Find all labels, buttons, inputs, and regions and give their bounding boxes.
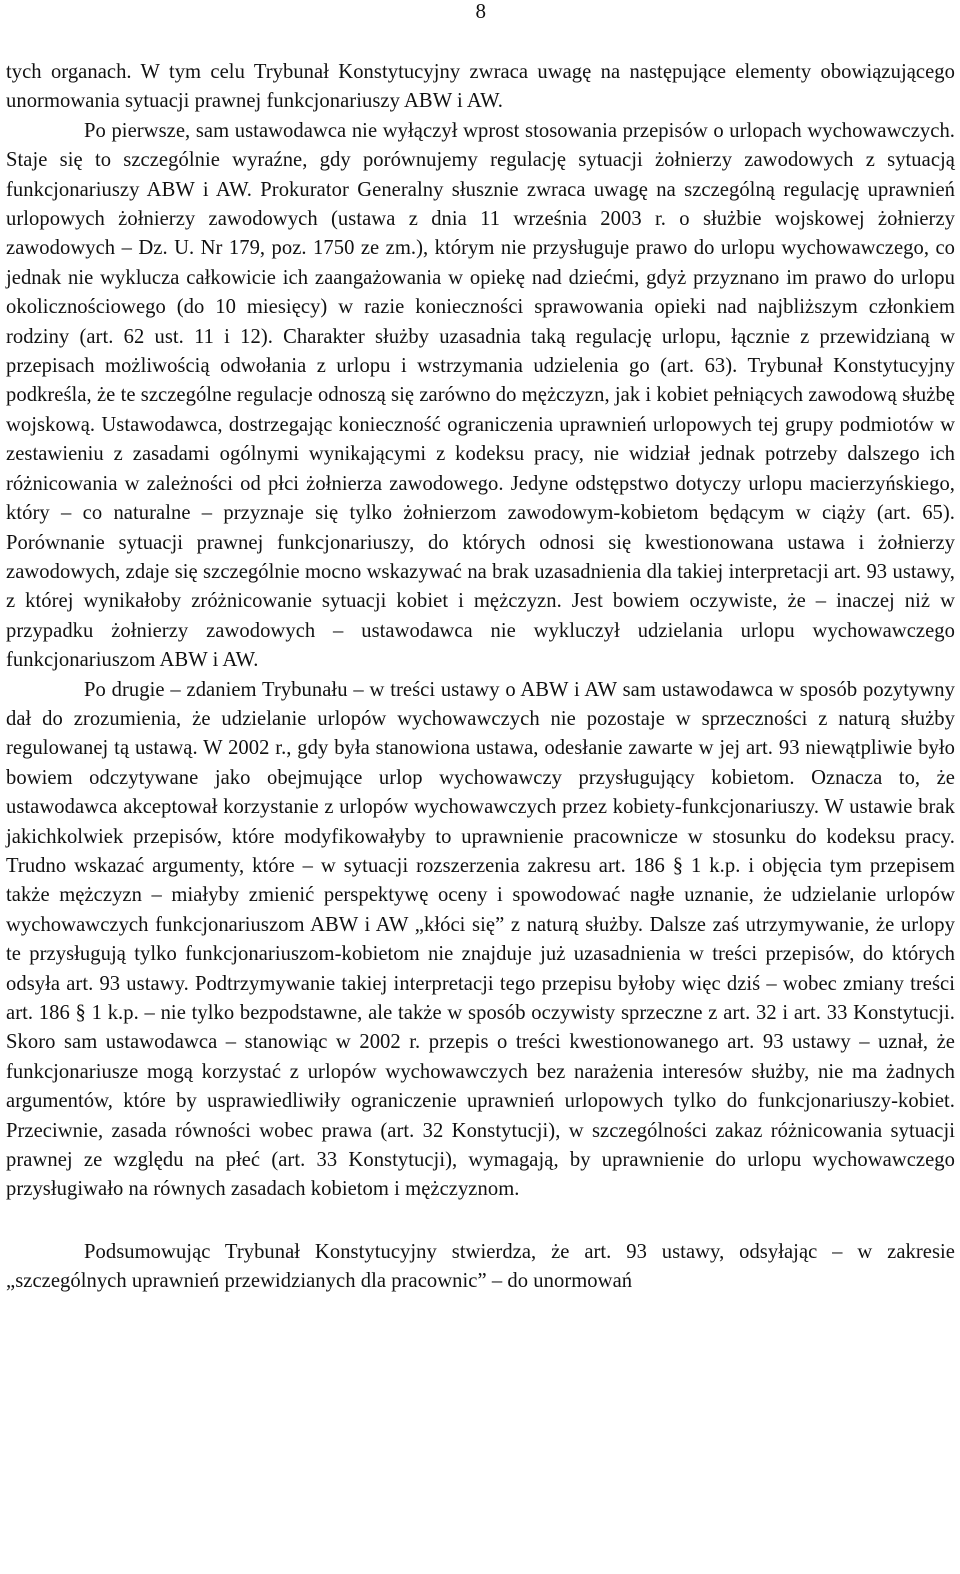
document-body	[6, 58, 955, 1297]
paragraph-gap	[6, 1205, 955, 1238]
paragraph-first-argument: Po pierwsze, sam ustawodawca nie wyłączył wprost stosowania przepisów o urlopach wychowawczych. Staje się to szczególnie wyraźne, gdy porównujemy regulację sytuacji żołnierzy zawodowych z sytuacją funkcjonariuszy ABW i AW. Prokurator Generalny słusznie zwraca uwagę na szczególną regulację uprawnień urlopowych żołnierzy zawodowych (ustawa z dnia 11 września 2003 r. o służbie wojskowej żołnierzy zawodowych – Dz. U. Nr 179, poz. 1750 ze zm.), którym nie przysługuje prawo do urlopu wychowawczego, co jednak nie wyklucza całkowicie ich zaangażowania w opiekę nad dziećmi, gdyż przyznano im prawo do urlopu okolicznościowego (do 10 miesięcy) w razie konieczności sprawowania opieki nad najbliższym członkiem rodziny (art. 62 ust. 11 i 12). Charakter służby uzasadnia taką regulację urlopu, łącznie z przewidzianą w przepisach możliwością odwołania z urlopu i wstrzymania udzielenia go (art. 63). Trybunał Konstytucyjny podkreśla, że te szczególne regulacje odnoszą się zarówno do mężczyzn, jak i kobiet pełniących zawodową służbę wojskową. Ustawodawca, dostrzegając konieczność ograniczenia uprawnień urlopowych tej grupy podmiotów w zestawieniu z zasadami ogólnymi wynikającymi z kodeksu pracy, nie widział jednak potrzeby dalszego ich różnicowania w zależności od płci żołnierza zawodowego. Jedyne odstępstwo dotyczy urlopu macierzyńskiego, który – co naturalne – przyznaje się tylko żołnierzom zawodowym-kobietom będącym w ciąży (art. 65). Porównanie sytuacji prawnej funkcjonariuszy, do których odnosi się kwestionowana ustawa i żołnierzy zawodowych, zdaje się szczególnie mocno wskazywać na brak uzasadnienia dla takiej interpretacji art. 93 ustawy, z której wynikałoby zróżnicowanie sytuacji kobiet i mężczyzn. Jest bowiem oczywiste, że – inaczej niż w przypadku żołnierzy zawodowych – ustawodawca nie wykluczył udzielania urlopu wychowawczego funkcjonariuszom ABW i AW.	[6, 119, 955, 672]
page-number: 8	[475, 0, 486, 23]
paragraph-summary: Podsumowując Trybunał Konstytucyjny stwierdza, że art. 93 ustawy, odsyłając – w zakresie „szczególnych uprawnień przewidzianych dla pracownic” – do unormowań	[6, 1240, 955, 1293]
paragraph-second-argument: Po drugie – zdaniem Trybunału – w treści ustawy o ABW i AW sam ustawodawca w sposób pozytywny dał do zrozumienia, że udzielanie urlopów wychowawczych nie pozostaje w sprzeczności z naturą służby regulowanej tą ustawą. W 2002 r., gdy była stanowiona ustawa, odesłanie zawarte w jej art. 93 niewątpliwie było bowiem odczytywane jako obejmujące urlop wychowawczy przysługujący kobietom. Oznacza to, że ustawodawca akceptował korzystanie z urlopów wychowawczych przez kobiety-funkcjonariuszy. W ustawie brak jakichkolwiek przepisów, które modyfikowałyby to uprawnienie pracownicze w stosunku do kodeksu pracy. Trudno wskazać argumenty, które – w sytuacji rozszerzenia zakresu art. 186 § 1 k.p. i objęcia tym przepisem także mężczyzn – miałyby zmienić perspektywę oceny i spowodować nagłe uznanie, że udzielanie urlopów wychowawczych funkcjonariuszom ABW i AW „kłóci się” z naturą służby. Dalsze zaś utrzymywanie, że urlopy te przysługują tylko funkcjonariuszom-kobietom nie znajduje już uzasadnienia w treści przepisów, do których odsyła art. 93 ustawy. Podtrzymywanie takiej interpretacji tego przepisu byłoby więc dziś – wobec zmiany treści art. 186 § 1 k.p. – nie tylko bezpodstawne, ale także w sposób oczywisty sprzeczne z art. 32 i art. 33 Konstytucji. Skoro sam ustawodawca – stanowiąc w 2002 r. przepis o treści kwestionowanego art. 93 ustawy – uznał, że funkcjonariusze mogą korzystać z urlopów wychowawczych bez narażenia interesów służby, nie ma żadnych argumentów, które by usprawiedliwiły ograniczenie uprawnień urlopowych tylko do funkcjonariuszy-kobiet. Przeciwnie, zasada równości wobec prawa (art. 32 Konstytucji), w szczególności zakaz różnicowania sytuacji prawnej ze względu na płeć (art. 33 Konstytucji), wymagają, by uprawnienie do urlopu wychowawczego przysługiwało na równych zasadach kobietom i mężczyznom.	[6, 678, 955, 1201]
paragraph-intro: tych organach. W tym celu Trybunał Konstytucyjny zwraca uwagę na następujące elementy obowiązującego unormowania sytuacji prawnej funkcjonariuszy ABW i AW.	[6, 61, 955, 113]
